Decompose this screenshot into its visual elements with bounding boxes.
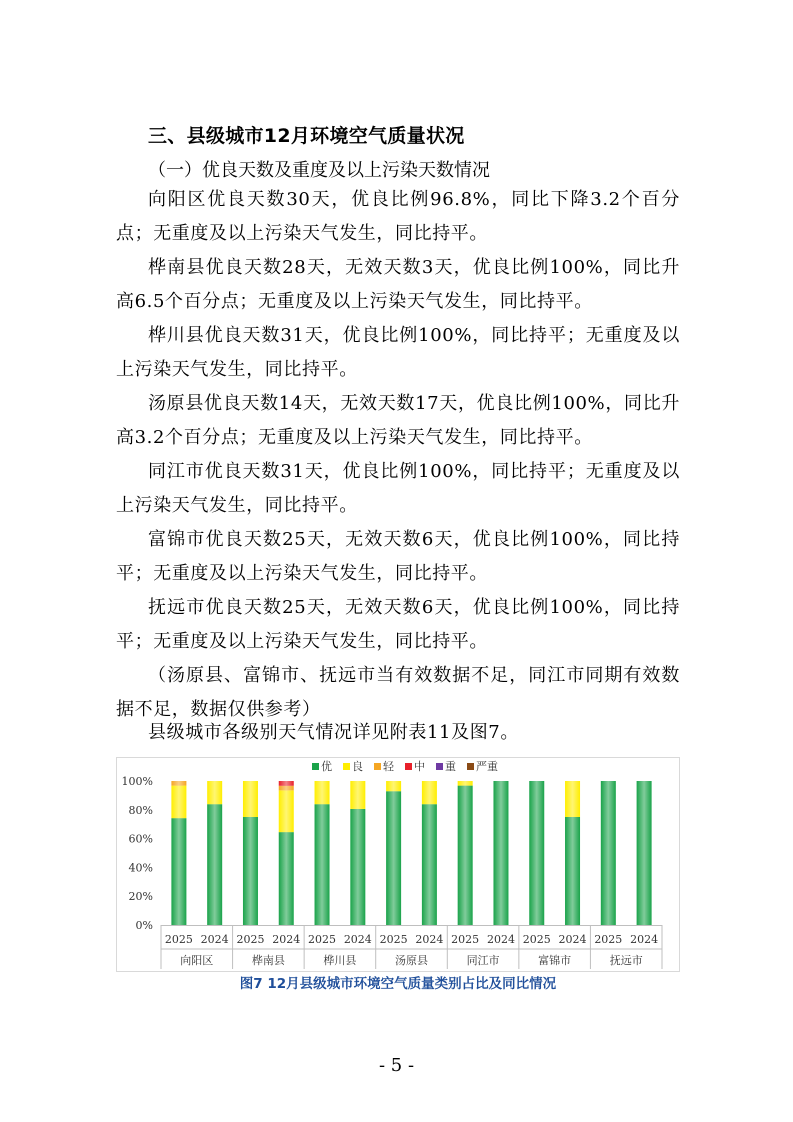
paragraph-fujin: 富锦市优良天数25天，无效天数6天，优良比例100%，同比持平；无重度及以上污染天气发生，同比持平。 [116, 529, 680, 584]
y-tick-label: 100% [121, 775, 153, 788]
y-tick-label: 60% [128, 832, 153, 846]
bar-sheen [565, 781, 580, 817]
x-tick-year: 2025 [308, 933, 337, 946]
legend-swatch-轻 [374, 763, 381, 770]
x-tick-year: 2024 [558, 933, 587, 946]
legend-label-优: 优 [321, 760, 332, 773]
bar-sheen [493, 781, 508, 925]
legend-label-良: 良 [352, 760, 363, 773]
bar-sheen [279, 790, 294, 832]
x-group-label: 桦川县 [323, 954, 357, 967]
x-tick-year: 2024 [272, 933, 301, 946]
x-tick-year: 2025 [594, 933, 623, 946]
bar-sheen [171, 818, 186, 925]
bar-sheen [601, 781, 616, 925]
x-tick-year: 2024 [630, 933, 659, 946]
paragraph-tangyuan: 汤原县优良天数14天，无效天数17天，优良比例100%，同比升高3.2个百分点；无重度及以上污染天气发生，同比持平。 [116, 393, 680, 448]
y-tick-label: 80% [128, 803, 153, 817]
x-tick-year: 2025 [164, 933, 193, 946]
air-quality-chart [116, 757, 680, 1027]
bar-sheen [422, 781, 437, 804]
x-group-label: 汤原县 [395, 954, 428, 967]
bar-sheen [279, 781, 294, 786]
x-tick-year: 2025 [379, 933, 408, 946]
paragraph-xiangyang: 向阳区优良天数30天，优良比例96.8%，同比下降3.2个百分点；无重度及以上污染天气发生，同比持平。 [116, 189, 680, 244]
legend-swatch-重 [436, 763, 443, 770]
bar-sheen [243, 817, 258, 925]
x-tick-year: 2024 [200, 933, 229, 946]
legend-swatch-良 [343, 763, 350, 770]
bar-sheen [458, 781, 473, 786]
bar-sheen [171, 786, 186, 819]
x-group-label: 抚远市 [609, 954, 643, 967]
y-tick-label: 0% [135, 919, 153, 932]
bar-sheen [243, 781, 258, 817]
bar-sheen [279, 786, 294, 791]
bar-sheen [350, 781, 365, 809]
bar-sheen [350, 809, 365, 925]
chart-caption: 图7 12月县级城市环境空气质量类别占比及同比情况 [239, 976, 557, 992]
chart-svg [116, 757, 680, 972]
x-group-label: 富锦市 [538, 954, 572, 967]
x-tick-year: 2024 [415, 933, 444, 946]
x-tick-year: 2024 [486, 933, 515, 946]
bar-sheen [279, 832, 294, 925]
bar-sheen [386, 781, 401, 791]
x-tick-year: 2025 [236, 933, 265, 946]
bar-sheen [315, 781, 330, 804]
bar-sheen [458, 786, 473, 925]
bar-sheen [422, 804, 437, 925]
paragraph-reference: 县级城市各级别天气情况详见附表11及图7。 [148, 722, 519, 743]
bar-sheen [386, 791, 401, 925]
legend-swatch-严重 [467, 763, 474, 770]
legend-swatch-优 [312, 763, 319, 770]
paragraph-tongjiang: 同江市优良天数31天，优良比例100%，同比持平；无重度及以上污染天气发生，同比持平。 [116, 461, 680, 516]
paragraph-fuyuan: 抚远市优良天数25天，无效天数6天，优良比例100%，同比持平；无重度及以上污染天气发生，同比持平。 [116, 597, 680, 652]
paragraph-data-note: （汤原县、富锦市、抚远市当有效数据不足，同江市同期有效数据不足，数据仅供参考） [116, 665, 680, 720]
bar-sheen [207, 781, 222, 804]
x-tick-year: 2024 [343, 933, 372, 946]
bar-sheen [315, 804, 330, 925]
legend-swatch-中 [405, 763, 412, 770]
legend-label-中: 中 [414, 760, 425, 773]
legend-label-轻: 轻 [383, 760, 394, 773]
section-heading: 三、县级城市12月环境空气质量状况 [148, 125, 465, 147]
x-tick-year: 2025 [522, 933, 551, 946]
bar-sheen [171, 781, 186, 786]
bar-sheen [637, 781, 652, 925]
legend-label-严重: 严重 [476, 760, 498, 773]
bar-sheen [207, 804, 222, 925]
bar-sheen [565, 817, 580, 925]
x-tick-year: 2025 [451, 933, 480, 946]
x-group-label: 向阳区 [180, 954, 214, 967]
paragraph-huachuan: 桦川县优良天数31天，优良比例100%，同比持平；无重度及以上污染天气发生，同比持平。 [116, 325, 680, 380]
page-number: - 5 - [378, 1055, 415, 1076]
x-group-label: 同江市 [466, 954, 500, 967]
y-tick-label: 20% [128, 890, 153, 904]
paragraph-huanan: 桦南县优良天数28天，无效天数3天，优良比例100%，同比升高6.5个百分点；无重度及以上污染天气发生，同比持平。 [116, 257, 680, 312]
legend-label-重: 重 [445, 760, 456, 773]
bar-sheen [529, 781, 544, 925]
y-tick-label: 40% [128, 861, 153, 875]
x-group-label: 桦南县 [251, 954, 285, 967]
subsection-heading: （一）优良天数及重度及以上污染天数情况 [148, 160, 490, 181]
